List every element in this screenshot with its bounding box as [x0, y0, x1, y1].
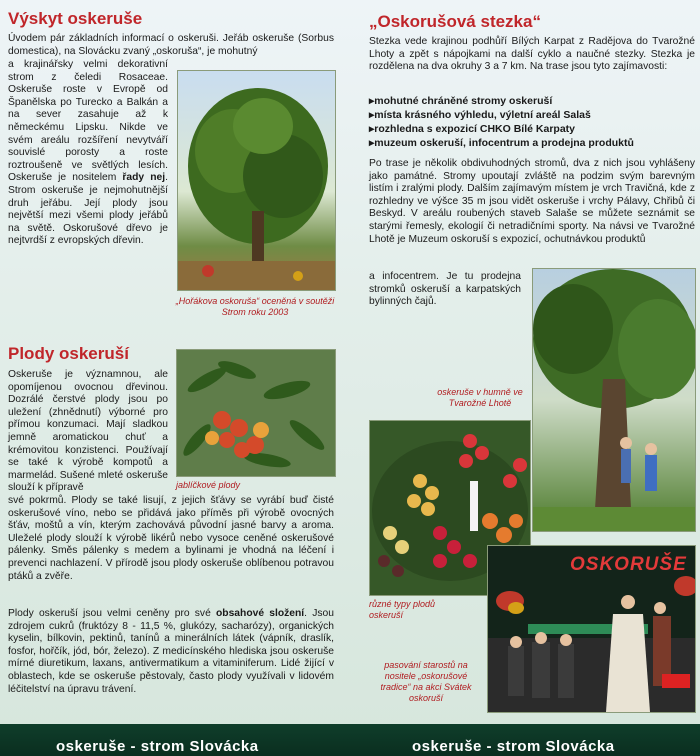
- caption-tree: „Hořákova oskoruša“ oceněná v soutěži Strom roku 2003: [175, 296, 335, 317]
- fruits-text-3b: . Jsou zdrojem cukrů (fruktózy 8 - 11,5 %, glukózy, sacharózy), organických kyselin, bílkovin, pektinů, tanínů a minerálních látek (vápník, draslík, fosfor, hořčík, jód, bór, železo). Z medicínského hlediska jsou oskeruše mírné diuretikum, laxans, antivermatikum a vitaminiferum. Lidé žijící v oblastech, kde se oskeruše pěstovaly, často plody využívali v lidovém léčitelství na úpravu trávení.: [8, 608, 334, 695]
- big-tree-photo: [532, 268, 696, 532]
- occurrence-text: [8, 59, 168, 248]
- caption-big-tree: oskeruše v humně ve Tvarožné Lhotě: [437, 387, 523, 408]
- leaves-illustration: [177, 350, 335, 476]
- section-title-trail: „Oskorušová stezka“: [369, 12, 541, 31]
- trail-intro: Stezka vede krajinou podhůří Bílých Karpat z Radějova do Tvarožné Lhoty a zpět s nápojkami na další cyklo a naučné stezky. Stezka je rozdělena na dva okruhy 3 a 7 km. Na trase jsou tyto zajímavosti:: [369, 36, 695, 73]
- big-tree-illustration: [533, 269, 695, 531]
- trail-description: Po trase je několik obdivuhodných stromů, dva z nich jsou vyhlášeny jako památné. Stromy upoutají zvláště na podzim svým barevným listím i zralými plody. Dalším zajímavým místem je vrch Travičná, kde z rozhledny ve výšce 35 m jsou vidět oskeruše i vrchy Pálavy, Chřibů či Beskyd. V areálu roubených staveb Salaše se můžete seznámit se starými řemesly, ekologií či netradičními sporty. Na návsi ve Tvarožné Lhotě je Muzeum oskoruší s expozicí, ochutnávkou produktů: [369, 158, 695, 245]
- section-title-fruits: Plody oskeruší: [8, 344, 129, 363]
- trail-highlight-item: ▸ muzeum oskeruší, infocentrum a prodejna produktů: [369, 136, 695, 150]
- trail-highlights: [369, 94, 695, 150]
- occurrence-text-a: a krajinářsky velmi dekorativní strom z čeledi Rosaceae. Oskeruše roste v Evropě od Španělska po Turecko a Balkán a na sever zasahuje až k německému Lipsku. Nikde ve svém areálu rozšíření nevytváří souvislé porosty a roste roztroušeně ve světlých lesích. Oskeruše je nositelem: [8, 59, 168, 184]
- caption-leaves: jablíčkové plody: [176, 480, 241, 490]
- trail-highlight-item: ▸ mohutné chráněné stromy oskeruší: [369, 94, 695, 108]
- tree-photo: [177, 70, 336, 291]
- occurrence-intro: Úvodem pár základních informací o oskeruši. Jeřáb oskeruše (Sorbus domestica), na Slovácku zvaný „oskoruša“, je mohutný: [8, 33, 334, 57]
- occurrence-text-b: . Strom oskeruše je nejmohutnější druh jeřábu. Její plody jsou největší mezi všemi plody jeřábů na světě. Oskorušové dřevo je nejtvrdší z evropských dřevin.: [8, 172, 168, 247]
- footer-left-text: oskeruše - strom Slovácka: [56, 738, 259, 755]
- footer-right-text: oskeruše - strom Slovácka: [412, 738, 615, 755]
- tree-illustration: [178, 71, 335, 290]
- event-photo: [487, 545, 696, 713]
- section-title-occurrence: Výskyt oskeruše: [8, 9, 143, 28]
- occurrence-bold: řady nej: [122, 172, 166, 184]
- caption-event: pasování starostů na nositele „oskorušové tradice“ na akci Svátek oskoruší: [380, 660, 472, 703]
- caption-fruit-types: různé typy plodů oskeruší: [369, 599, 436, 620]
- event-banner-text: OSKORUŠE: [570, 554, 687, 575]
- fruits-text-3: [8, 608, 334, 696]
- trail-highlight-item: ▸ rozhledna s expozicí CHKO Bílé Karpaty: [369, 122, 695, 136]
- fruits-text-1: Oskeruše je významnou, ale opomíjenou ovocnou dřevinou. Dozrálé čerstvé plody jsou po uležení (zhnědnutí) výborné pro přímou konzumaci. Mají sladkou jemně aromatickou chuť a krémovitou konzistenci. Používají se také k výrobě kompotů a marmelád. Sušené mleté oskeruše slouží k přípravě: [8, 369, 168, 494]
- fruits-text-2: své pokrmů. Plody se také lisují, z jejich šťávy se vyrábí buď čisté oskerušové víno, nebo se přidává jako příměs při výrobě ovocných šťáv, moštů a vín, kterým zachovává původní jasné barvy a aroma. Uleželé plody slouží k výrobě likérů nebo vysoce ceněné oskerušové pálenky. Směs pálenky s medem a bylinami je vhodná na léčení i prevenci nachlazení. V přírodě jsou plody oskeruše oblíbenou potravou ptáků a zvěře.: [8, 495, 334, 582]
- fruits-text-3a: Plody oskeruší jsou velmi ceněny pro své: [8, 608, 211, 619]
- trail-highlight-item: ▸ místa krásného výhledu, výletní areál Salaš: [369, 108, 695, 122]
- leaves-photo: [176, 349, 336, 477]
- trail-description-2: a infocentrem. Je tu prodejna stromků oskeruší a karpatských bylinných čajů.: [369, 271, 521, 308]
- fruits-bold: obsahové složení: [216, 608, 305, 619]
